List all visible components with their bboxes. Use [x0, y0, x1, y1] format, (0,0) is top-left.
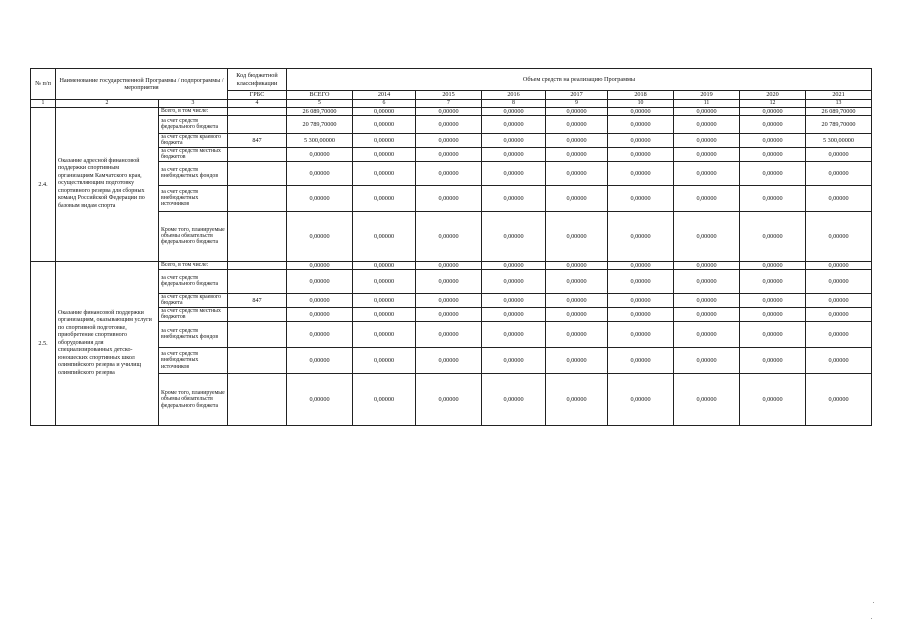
column-index: 8 [482, 100, 546, 108]
year-amount-cell: 0,00000 [674, 373, 740, 425]
funding-source-label: Всего, в том числе: [159, 261, 228, 269]
section-number: 2.5. [31, 261, 56, 425]
header-year: 2014 [353, 91, 416, 100]
year-amount-cell: 0,00000 [482, 321, 546, 347]
year-amount-cell: 0,00000 [740, 185, 806, 211]
grbs-code [228, 321, 287, 347]
year-amount-cell: 0,00000 [806, 147, 872, 161]
funding-source-label: Кроме того, планируемые объемы обязательств федерального бюджета [159, 211, 228, 261]
year-amount-cell: 0,00000 [416, 107, 482, 115]
funding-source-label: за счет средств краевого бюджета [159, 133, 228, 147]
year-amount-cell: 0,00000 [608, 261, 674, 269]
grbs-code: 847 [228, 293, 287, 307]
total-amount-cell: 0,00000 [287, 373, 353, 425]
column-index: 10 [608, 100, 674, 108]
year-amount-cell: 0,00000 [740, 307, 806, 321]
year-amount-cell: 0,00000 [482, 147, 546, 161]
year-amount-cell: 0,00000 [353, 269, 416, 293]
year-amount-cell: 0,00000 [608, 307, 674, 321]
year-amount-cell: 0,00000 [416, 211, 482, 261]
year-amount-cell: 0,00000 [482, 133, 546, 147]
year-amount-cell: 0,00000 [546, 261, 608, 269]
year-amount-cell: 0,00000 [482, 185, 546, 211]
year-amount-cell: 0,00000 [353, 161, 416, 185]
measure-name: Оказание финансовой поддержки организациям, оказывающим услуги по спортивной подготовке, приобретение спортивного оборудования для специализированных детско-юношеских спортивных школ олимпийского резерва и училищ олимпийского резерва [56, 261, 159, 425]
column-index: 2 [56, 100, 159, 108]
header-volume: Объем средств на реализацию Программы [287, 69, 872, 91]
year-amount-cell: 0,00000 [608, 185, 674, 211]
header-year: 2020 [740, 91, 806, 100]
year-amount-cell: 0,00000 [416, 321, 482, 347]
column-index: 12 [740, 100, 806, 108]
year-amount-cell: 0,00000 [353, 115, 416, 133]
total-amount-cell: 5 300,00000 [287, 133, 353, 147]
year-amount-cell: 0,00000 [806, 293, 872, 307]
year-amount-cell: 0,00000 [674, 269, 740, 293]
year-amount-cell: 0,00000 [353, 133, 416, 147]
grbs-code [228, 261, 287, 269]
year-amount-cell: 0,00000 [546, 269, 608, 293]
column-index: 9 [546, 100, 608, 108]
column-index: 3 [159, 100, 228, 108]
year-amount-cell: 0,00000 [353, 307, 416, 321]
funding-source-label: за счет средств федерального бюджета [159, 269, 228, 293]
measure-name: Оказание адресной финансовой поддержки спортивным организациям Камчатского края, осуществляющим подготовку спортивного резерва для сборных команд Российской Федерации по базовым видам спорта [56, 107, 159, 261]
total-amount-cell: 20 789,70000 [287, 115, 353, 133]
year-amount-cell: 0,00000 [674, 347, 740, 373]
year-amount-cell: 0,00000 [674, 185, 740, 211]
year-amount-cell: 0,00000 [740, 147, 806, 161]
funding-source-label: за счет средств внебюджетных источников [159, 347, 228, 373]
year-amount-cell: 0,00000 [740, 133, 806, 147]
column-index-row [31, 100, 872, 108]
grbs-code [228, 107, 287, 115]
funding-source-label: за счет средств внебюджетных фондов [159, 321, 228, 347]
year-amount-cell: 0,00000 [608, 107, 674, 115]
year-amount-cell: 0,00000 [416, 347, 482, 373]
year-amount-cell: 0,00000 [608, 211, 674, 261]
year-amount-cell: 0,00000 [740, 211, 806, 261]
year-amount-cell: 0,00000 [416, 293, 482, 307]
year-amount-cell: 0,00000 [482, 293, 546, 307]
year-amount-cell: 0,00000 [416, 373, 482, 425]
header-year: 2016 [482, 91, 546, 100]
year-amount-cell: 0,00000 [740, 373, 806, 425]
year-amount-cell: 0,00000 [608, 115, 674, 133]
header-kbk: Код бюджетной классификации [228, 69, 287, 91]
header-year: 2018 [608, 91, 674, 100]
year-amount-cell: 0,00000 [608, 147, 674, 161]
year-amount-cell: 0,00000 [546, 161, 608, 185]
total-amount-cell: 0,00000 [287, 185, 353, 211]
year-amount-cell: 0,00000 [482, 107, 546, 115]
grbs-code [228, 347, 287, 373]
grbs-code [228, 147, 287, 161]
year-amount-cell: 0,00000 [353, 347, 416, 373]
funding-source-label: Кроме того, планируемые объемы обязательств федерального бюджета [159, 373, 228, 425]
funding-source-label: за счет средств местных бюджетов [159, 307, 228, 321]
grbs-code [228, 211, 287, 261]
grbs-code: 847 [228, 133, 287, 147]
grbs-code [228, 115, 287, 133]
year-amount-cell: 0,00000 [674, 211, 740, 261]
year-amount-cell: 0,00000 [546, 347, 608, 373]
year-amount-cell: 0,00000 [806, 211, 872, 261]
year-amount-cell: 0,00000 [740, 115, 806, 133]
column-index: 1 [31, 100, 56, 108]
year-amount-cell: 0,00000 [353, 107, 416, 115]
year-amount-cell: 0,00000 [416, 133, 482, 147]
funding-source-label: за счет средств внебюджетных фондов [159, 161, 228, 185]
year-amount-cell: 0,00000 [674, 261, 740, 269]
year-amount-cell: 0,00000 [806, 373, 872, 425]
year-amount-cell: 0,00000 [608, 133, 674, 147]
section-number: 2.4. [31, 107, 56, 261]
year-amount-cell: 0,00000 [740, 261, 806, 269]
year-amount-cell: 0,00000 [608, 321, 674, 347]
year-amount-cell: 0,00000 [740, 293, 806, 307]
year-amount-cell: 0,00000 [482, 307, 546, 321]
funding-source-label: за счет средств краевого бюджета [159, 293, 228, 307]
year-amount-cell: 0,00000 [608, 293, 674, 307]
year-amount-cell: 0,00000 [806, 161, 872, 185]
grbs-code [228, 373, 287, 425]
column-index: 7 [416, 100, 482, 108]
year-amount-cell: 0,00000 [416, 307, 482, 321]
year-amount-cell: 0,00000 [546, 107, 608, 115]
total-amount-cell: 0,00000 [287, 293, 353, 307]
header-year: 2017 [546, 91, 608, 100]
funding-source-label: за счет средств местных бюджетов [159, 147, 228, 161]
year-amount-cell: 0,00000 [416, 115, 482, 133]
header-number: № п/п [31, 69, 56, 100]
year-amount-cell: 0,00000 [546, 115, 608, 133]
total-amount-cell: 0,00000 [287, 261, 353, 269]
header-row [31, 69, 872, 91]
year-amount-cell: 0,00000 [806, 185, 872, 211]
year-amount-cell: 0,00000 [546, 293, 608, 307]
header-year: 2019 [674, 91, 740, 100]
year-amount-cell: 0,00000 [740, 107, 806, 115]
year-amount-cell: 0,00000 [416, 185, 482, 211]
year-amount-cell: 0,00000 [806, 261, 872, 269]
year-amount-cell: 0,00000 [608, 373, 674, 425]
year-amount-cell: 0,00000 [740, 321, 806, 347]
year-amount-cell: 0,00000 [806, 307, 872, 321]
column-index: 11 [674, 100, 740, 108]
year-amount-cell: 0,00000 [353, 293, 416, 307]
year-amount-cell: 0,00000 [806, 347, 872, 373]
header-year: 2021 [806, 91, 872, 100]
total-amount-cell: 0,00000 [287, 147, 353, 161]
column-index: 5 [287, 100, 353, 108]
year-amount-cell: 0,00000 [674, 321, 740, 347]
year-amount-cell: 26 089,70000 [806, 107, 872, 115]
year-amount-cell: 0,00000 [482, 261, 546, 269]
year-amount-cell: 5 300,00000 [806, 133, 872, 147]
header-year: 2015 [416, 91, 482, 100]
year-amount-cell: 0,00000 [674, 115, 740, 133]
grbs-code [228, 161, 287, 185]
year-amount-cell: 0,00000 [608, 161, 674, 185]
year-amount-cell: 0,00000 [546, 321, 608, 347]
year-amount-cell: 0,00000 [546, 373, 608, 425]
year-amount-cell: 0,00000 [546, 307, 608, 321]
column-index: 13 [806, 100, 872, 108]
year-amount-cell: 0,00000 [674, 107, 740, 115]
year-amount-cell: 0,00000 [740, 347, 806, 373]
year-amount-cell: 0,00000 [353, 211, 416, 261]
year-amount-cell: 0,00000 [416, 269, 482, 293]
total-amount-cell: 0,00000 [287, 307, 353, 321]
year-amount-cell: 0,00000 [674, 307, 740, 321]
year-amount-cell: 0,00000 [546, 185, 608, 211]
year-amount-cell: 0,00000 [482, 161, 546, 185]
column-index: 6 [353, 100, 416, 108]
total-amount-cell: 0,00000 [287, 321, 353, 347]
funding-source-label: за счет средств федерального бюджета [159, 115, 228, 133]
funding-source-label: Всего, в том числе: [159, 107, 228, 115]
total-amount-cell: 26 089,70000 [287, 107, 353, 115]
year-amount-cell: 0,00000 [674, 133, 740, 147]
year-amount-cell: 0,00000 [353, 147, 416, 161]
year-amount-cell: 0,00000 [482, 373, 546, 425]
header-year: ВСЕГО [287, 91, 353, 100]
total-amount-cell: 0,00000 [287, 269, 353, 293]
year-amount-cell: 0,00000 [608, 269, 674, 293]
total-amount-cell: 0,00000 [287, 347, 353, 373]
year-amount-cell: 0,00000 [608, 347, 674, 373]
total-amount-cell: 0,00000 [287, 161, 353, 185]
grbs-code [228, 269, 287, 293]
year-amount-cell: 0,00000 [674, 147, 740, 161]
year-amount-cell: 0,00000 [806, 269, 872, 293]
funding-source-label: за счет средств внебюджетных источников [159, 185, 228, 211]
section-total-row [31, 261, 872, 269]
year-amount-cell: 0,00000 [353, 261, 416, 269]
year-amount-cell: 0,00000 [416, 147, 482, 161]
grbs-code [228, 185, 287, 211]
year-amount-cell: 0,00000 [416, 261, 482, 269]
year-amount-cell: 0,00000 [806, 321, 872, 347]
year-amount-cell: 0,00000 [674, 161, 740, 185]
year-amount-cell: 0,00000 [546, 147, 608, 161]
column-index: 4 [228, 100, 287, 108]
year-amount-cell: 0,00000 [482, 347, 546, 373]
scan-speck [871, 618, 872, 619]
year-amount-cell: 0,00000 [353, 373, 416, 425]
grbs-code [228, 307, 287, 321]
header-grbs: ГРБС [228, 91, 287, 100]
year-amount-cell: 0,00000 [416, 161, 482, 185]
program-funding-table [30, 68, 872, 426]
year-amount-cell: 0,00000 [482, 115, 546, 133]
year-amount-cell: 0,00000 [482, 211, 546, 261]
section-total-row [31, 107, 872, 115]
year-amount-cell: 0,00000 [674, 293, 740, 307]
year-amount-cell: 20 789,70000 [806, 115, 872, 133]
year-amount-cell: 0,00000 [740, 269, 806, 293]
year-amount-cell: 0,00000 [353, 321, 416, 347]
year-amount-cell: 0,00000 [740, 161, 806, 185]
scan-speck [873, 602, 874, 603]
year-amount-cell: 0,00000 [482, 269, 546, 293]
year-amount-cell: 0,00000 [546, 211, 608, 261]
year-amount-cell: 0,00000 [353, 185, 416, 211]
header-name: Наименование государственной Программы / подпрограммы / мероприятия [56, 69, 228, 100]
year-amount-cell: 0,00000 [546, 133, 608, 147]
total-amount-cell: 0,00000 [287, 211, 353, 261]
